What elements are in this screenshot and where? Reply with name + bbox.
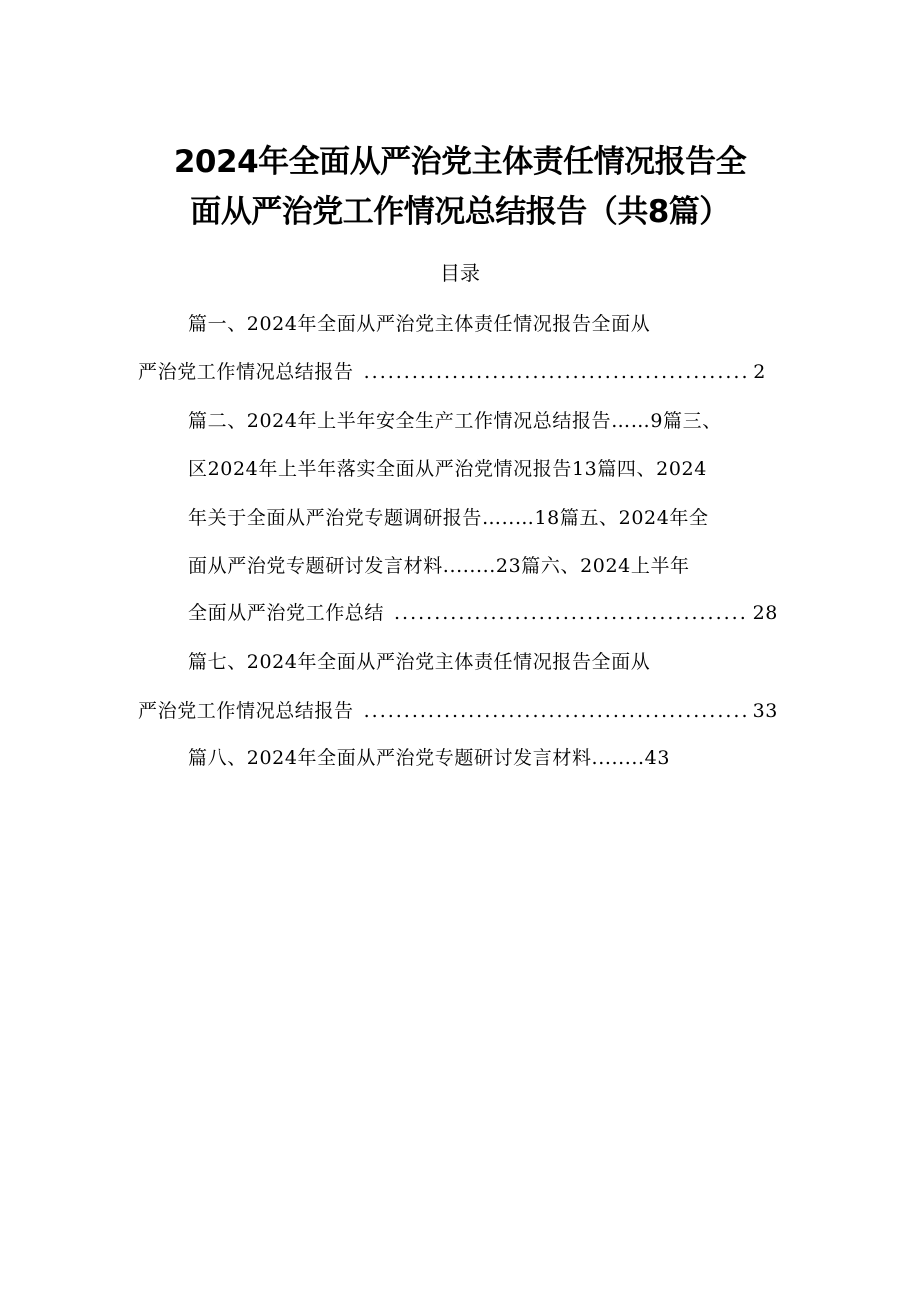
- toc-dot-leader: [394, 598, 749, 628]
- toc-entry-7-line-1[interactable]: 篇七、2024年全面从严治党主体责任情况报告全面从: [188, 651, 651, 673]
- toc-entry-2-3[interactable]: 篇二、2024年上半年安全生产工作情况总结报告……9篇三、: [188, 410, 722, 432]
- toc-page-number: 2: [753, 361, 766, 383]
- toc-page-number: 28: [752, 602, 778, 624]
- toc-entry-8[interactable]: 篇八、2024年全面从严治党专题研讨发言材料........43: [188, 747, 671, 769]
- toc-entry-1-line-2[interactable]: [138, 357, 766, 387]
- toc-entry-5-6[interactable]: 面从严治党专题研讨发言材料........23篇六、2024上半年: [188, 555, 690, 577]
- toc-entry-text: 全面从严治党工作总结: [188, 602, 385, 624]
- toc-dot-leader: [364, 696, 749, 726]
- toc-heading: 目录: [440, 261, 480, 285]
- toc-entry-text: 严治党工作情况总结报告: [138, 700, 354, 722]
- toc-dot-leader: [364, 357, 750, 387]
- toc-entry-4-5[interactable]: 年关于全面从严治党专题调研报告…..…18篇五、2024年全: [188, 507, 709, 529]
- toc-entry-text: 严治党工作情况总结报告: [138, 361, 354, 383]
- toc-page-number: 33: [752, 700, 778, 722]
- toc-entry-1-line-1[interactable]: 篇一、2024年全面从严治党主体责任情况报告全面从: [188, 313, 651, 335]
- toc-entry-3-4[interactable]: 区2024年上半年落实全面从严治党情况报告13篇四、2024: [188, 458, 707, 480]
- document-title-line-1: 2024年全面从严治党主体责任情况报告全: [173, 144, 747, 180]
- toc-entry-6-line-2[interactable]: [188, 598, 778, 628]
- document-title-line-2: 面从严治党工作情况总结报告（共8篇）: [190, 194, 730, 230]
- toc-entry-7-line-2[interactable]: [138, 696, 778, 726]
